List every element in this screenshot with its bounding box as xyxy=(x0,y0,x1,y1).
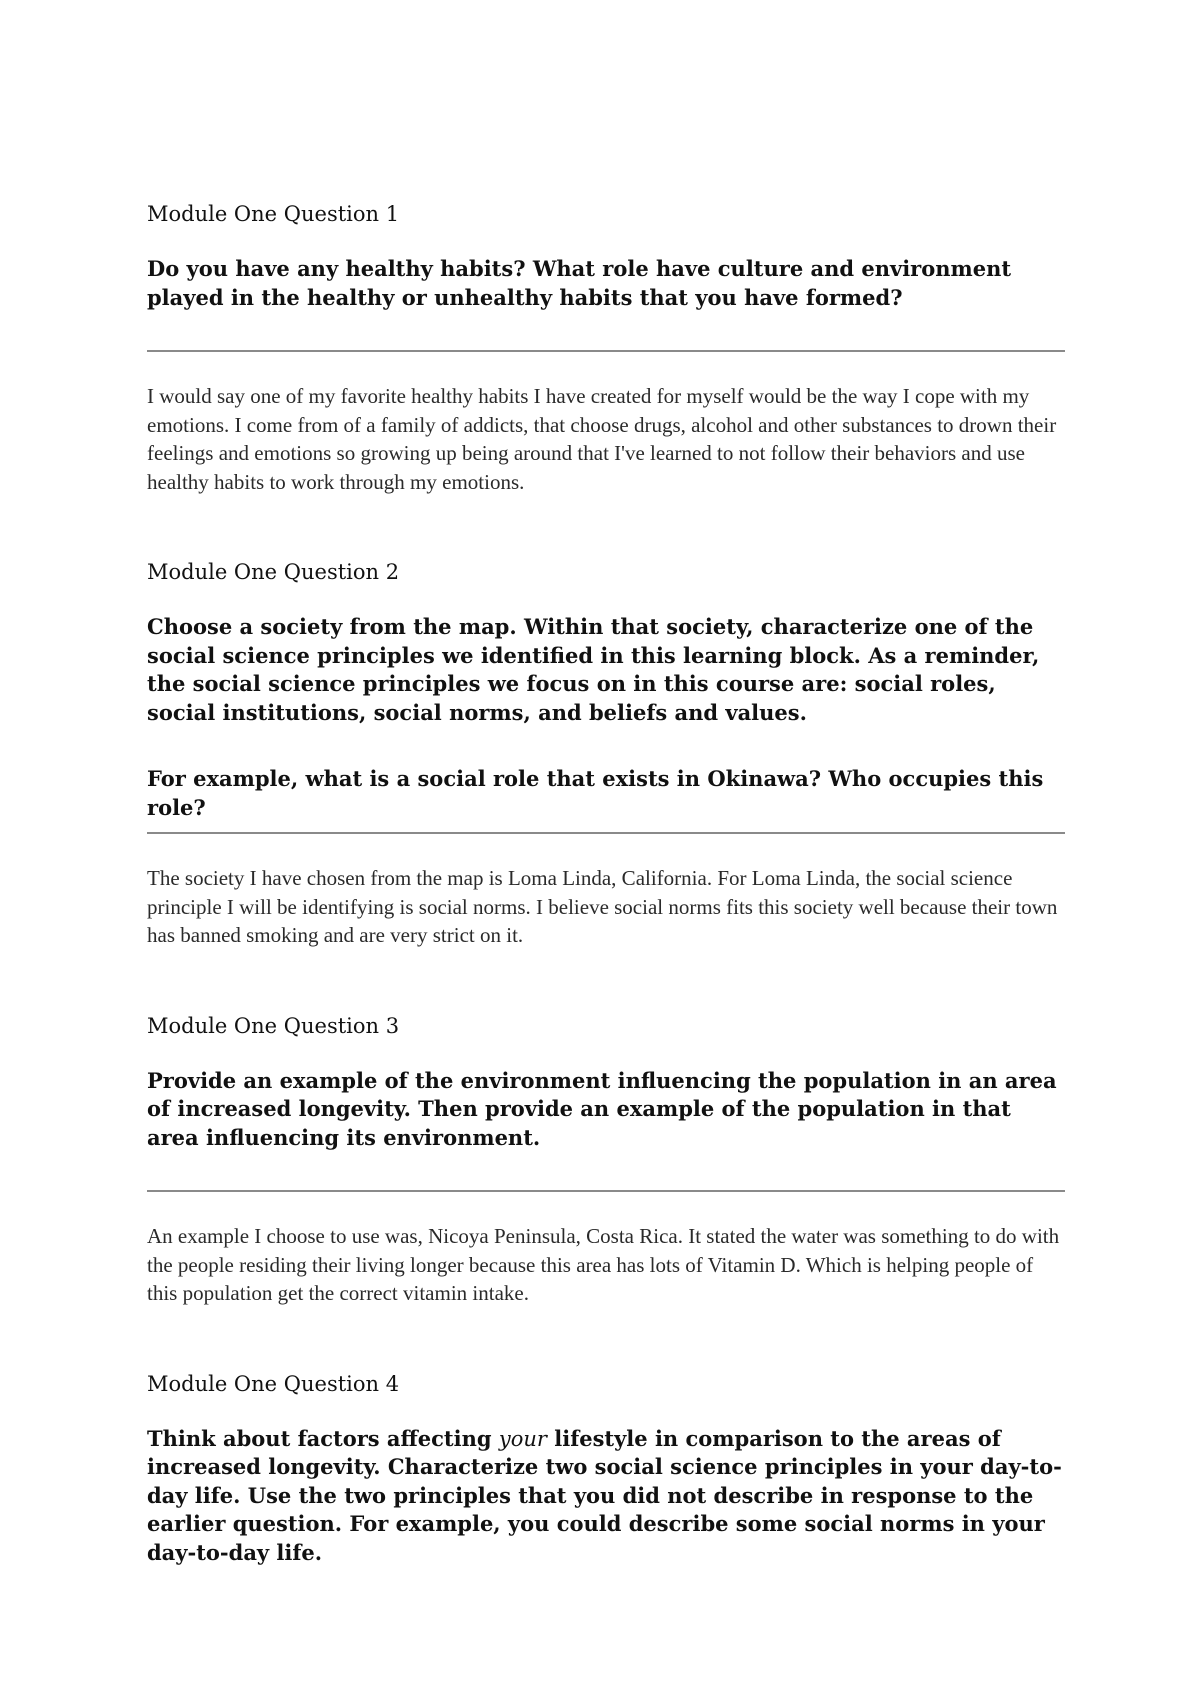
question-4-block xyxy=(147,1370,1065,1568)
document-page xyxy=(147,200,1065,1595)
answer-divider xyxy=(147,832,1065,834)
question-4-prompt-emphasis: your xyxy=(498,1426,547,1451)
question-3-heading: Module One Question 3 xyxy=(147,1013,400,1038)
question-2-prompt-example: For example, what is a social role that exists in Okinawa? Who occupies this role? xyxy=(147,766,1044,820)
question-3-block xyxy=(147,1012,1065,1308)
question-2-prompt: Choose a society from the map. Within that society, characterize one of the social science principles we identified in this learning block. As a reminder, the social science principles we focus on in this course are: social roles, social institutions, social norms, and beliefs and values. xyxy=(147,614,1040,725)
question-3-prompt: Provide an example of the environment influencing the population in an area of increased longevity. Then provide an example of the population in that area influencing its environment. xyxy=(147,1067,1057,1150)
question-4-prompt-end: lifestyle in comparison to the areas of increased longevity. Characterize two social science principles in your day-to-day life. Use the two principles that you did not describe in response to the earlier question. For example, you could describe some social norms in your day-to-day life. xyxy=(147,1425,1062,1565)
question-2-heading: Module One Question 2 xyxy=(147,560,400,584)
question-1-block xyxy=(147,200,1065,496)
question-3-answer: An example I choose to use was, Nicoya Peninsula, Costa Rica. It stated the water was something to do with the people residing their living longer because this area has lots of Vitamin D. Which is helping people of this population get the correct vitamin intake. xyxy=(147,1224,1060,1305)
question-4-prompt xyxy=(147,1425,1065,1568)
question-2-answer: The society I have chosen from the map is Loma Linda, California. For Loma Linda, the social science principle I will be identifying is social norms. I believe social norms fits this society well because their town has banned smoking and are very strict on it. xyxy=(147,866,1058,947)
answer-divider xyxy=(147,1190,1065,1192)
question-1-prompt: Do you have any healthy habits? What role have culture and environment played in the healthy or unhealthy habits that you have formed? xyxy=(147,256,1012,310)
answer-divider xyxy=(147,350,1065,352)
question-1-heading: Module One Question 1 xyxy=(147,202,400,226)
question-2-block xyxy=(147,558,1065,950)
question-1-answer: I would say one of my favorite healthy habits I have created for myself would be the way I cope with my emotions. I come from of a family of addicts, that choose drugs, alcohol and other substances to drown their feelings and emotions so growing up being around that I've learned to not follow their behaviors and use healthy habits to work through my emotions. xyxy=(147,384,1057,494)
question-4-prompt-start: Think about factors affecting xyxy=(147,1425,499,1451)
question-4-heading: Module One Question 4 xyxy=(147,1371,400,1396)
